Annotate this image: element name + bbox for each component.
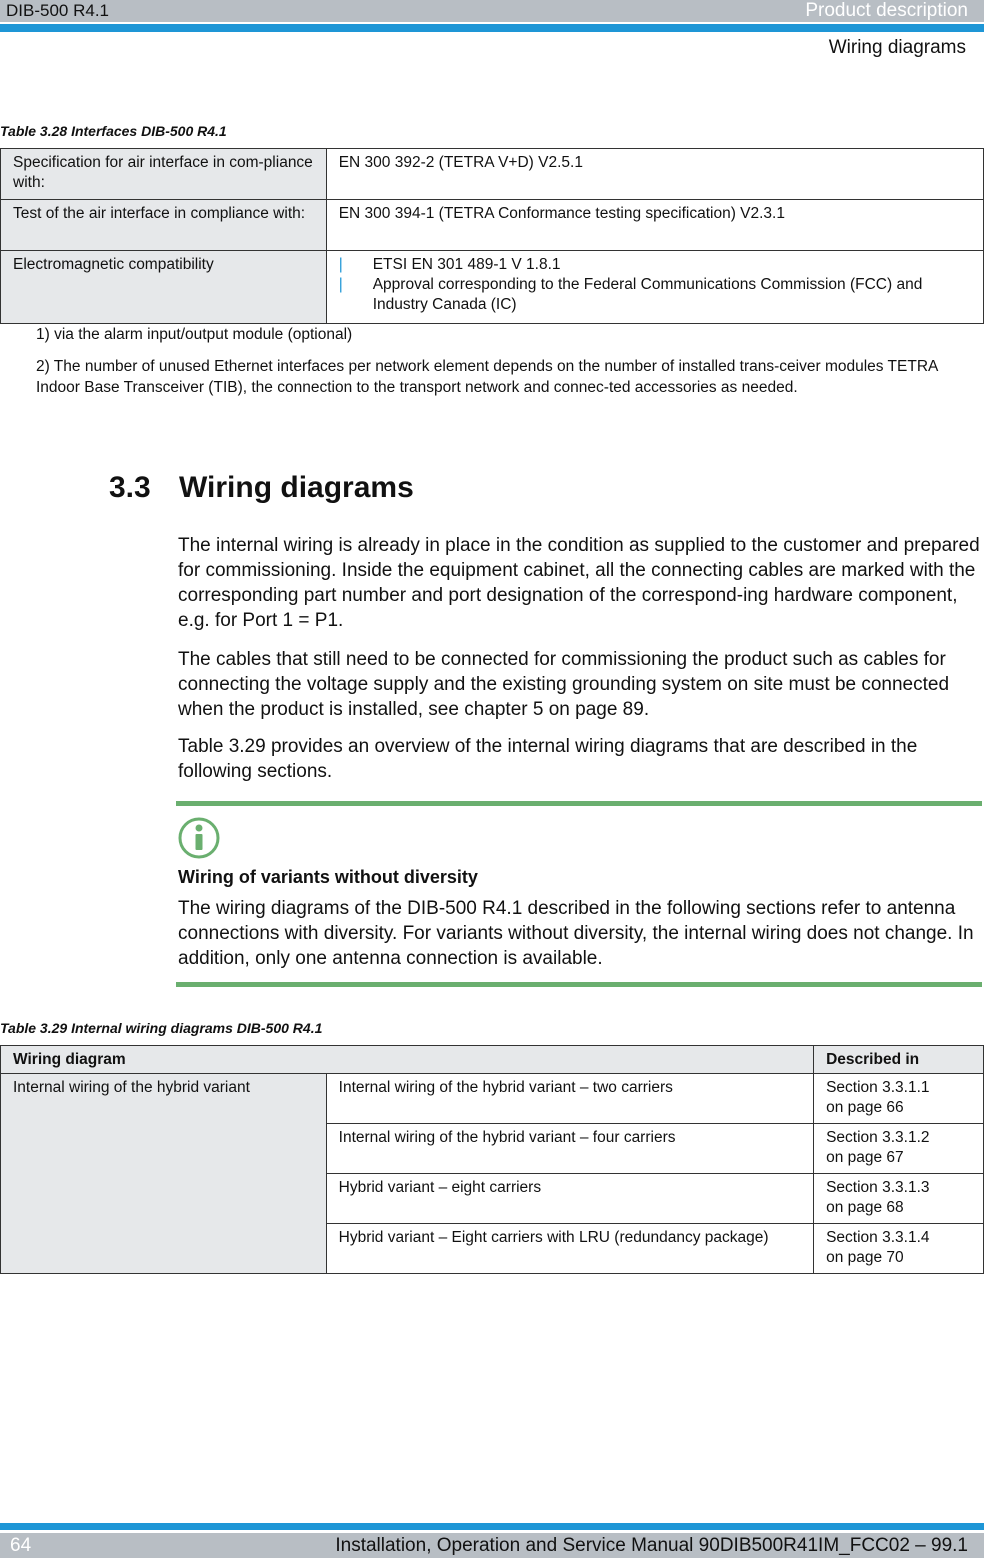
section-reference <box>814 1224 984 1274</box>
table-row <box>1 1074 984 1124</box>
list-item <box>339 255 973 275</box>
body-paragraph: Table 3.29 provides an overview of the internal wiring diagrams that are described in the following sections. <box>178 736 918 782</box>
note-bottom-rule <box>176 982 982 987</box>
spec-value-list <box>326 251 983 324</box>
footnote-2: 2) The number of unused Ethernet interfaces per network element depends on the number of installed trans-ceiver modules TETRA Indoor Base Transceiver (TIB), the connection to the transport network and connec-ted accessories as needed. <box>36 358 938 396</box>
list-item-text: ETSI EN 301 489-1 V 1.8.1 <box>372 256 561 273</box>
doc-title: DIB-500 R4.1 <box>6 1 109 20</box>
interfaces-table <box>0 148 984 324</box>
reference-section: Section 3.3.1.4 <box>826 1229 930 1246</box>
bullet-bar: | <box>338 256 343 273</box>
section-heading <box>109 471 414 505</box>
running-section-title: Wiring diagrams <box>828 37 966 58</box>
list-item-text: Approval corresponding to the Federal Communications Commission (FCC) and Industry Canada (IC) <box>372 276 923 313</box>
footer-accent-bar <box>0 1523 984 1530</box>
reference-page: on page 66 <box>826 1099 904 1116</box>
section-reference <box>814 1124 984 1174</box>
diagram-name: Hybrid variant – eight carriers <box>326 1174 813 1224</box>
section-title: Wiring diagrams <box>179 471 414 504</box>
table-row <box>1 149 984 200</box>
column-header: Wiring diagram <box>1 1046 814 1074</box>
variant-group-label: Internal wiring of the hybrid variant <box>1 1074 327 1274</box>
reference-page: on page 67 <box>826 1149 904 1166</box>
chapter-title: Product description <box>805 0 968 21</box>
spec-value: EN 300 394-1 (TETRA Conformance testing specification) V2.3.1 <box>326 200 983 251</box>
diagram-name: Hybrid variant – Eight carriers with LRU (redundancy package) <box>326 1224 813 1274</box>
spec-value: EN 300 392-2 (TETRA V+D) V2.5.1 <box>326 149 983 200</box>
body-paragraph: The cables that still need to be connected for commissioning the product such as cables for connecting the voltage supply and the existing grounding system on site must be connected when the product is installed, see chapter 5 on page 89. <box>178 649 950 720</box>
table-header-row <box>1 1046 984 1074</box>
spec-label: Test of the air interface in compliance with: <box>1 200 327 251</box>
page-number: 64 <box>10 1535 32 1556</box>
reference-page: on page 68 <box>826 1199 904 1216</box>
diagram-name: Internal wiring of the hybrid variant – four carriers <box>326 1124 813 1174</box>
section-reference <box>814 1174 984 1224</box>
footnote-1: 1) via the alarm input/output module (optional) <box>36 326 353 343</box>
note-text: The wiring diagrams of the DIB-500 R4.1 described in the following sections refer to antenna connections with diversity. For variants without diversity, the internal wiring does not change. In addition, only one antenna connection is available. <box>178 898 974 969</box>
info-icon <box>178 817 220 859</box>
body-paragraph: The internal wiring is already in place in the condition as supplied to the customer and prepared for commissioning. Inside the equipment cabinet, all the connecting cables are marked with the corresponding part number and port designation of the correspond-ing hardware component, e.g. for Port 1 = P1. <box>178 535 980 631</box>
spec-label: Specification for air interface in com-pliance with: <box>1 149 327 200</box>
header-accent-bar <box>0 24 984 32</box>
spec-label: Electromagnetic compatibility <box>1 251 327 324</box>
note-top-rule <box>176 801 982 806</box>
column-header: Described in <box>814 1046 984 1074</box>
page-footer <box>0 1533 984 1558</box>
table-caption-3-28: Table 3.28 Interfaces DIB-500 R4.1 <box>0 123 227 139</box>
table-row <box>1 200 984 251</box>
list-item <box>339 275 973 315</box>
bullet-bar: | <box>338 276 343 293</box>
reference-section: Section 3.3.1.2 <box>826 1129 930 1146</box>
manual-title: Installation, Operation and Service Manual 90DIB500R41IM_FCC02 – 99.1 <box>335 1535 968 1556</box>
wiring-diagrams-table <box>0 1045 984 1274</box>
reference-section: Section 3.3.1.3 <box>826 1179 930 1196</box>
note-title: Wiring of variants without diversity <box>178 867 478 887</box>
reference-section: Section 3.3.1.1 <box>826 1079 930 1096</box>
section-number: 3.3 <box>109 471 151 504</box>
reference-page: on page 70 <box>826 1249 904 1266</box>
page-header <box>0 0 984 22</box>
section-reference <box>814 1074 984 1124</box>
table-caption-3-29: Table 3.29 Internal wiring diagrams DIB-500 R4.1 <box>0 1020 323 1036</box>
diagram-name: Internal wiring of the hybrid variant – two carriers <box>326 1074 813 1124</box>
table-row <box>1 251 984 324</box>
